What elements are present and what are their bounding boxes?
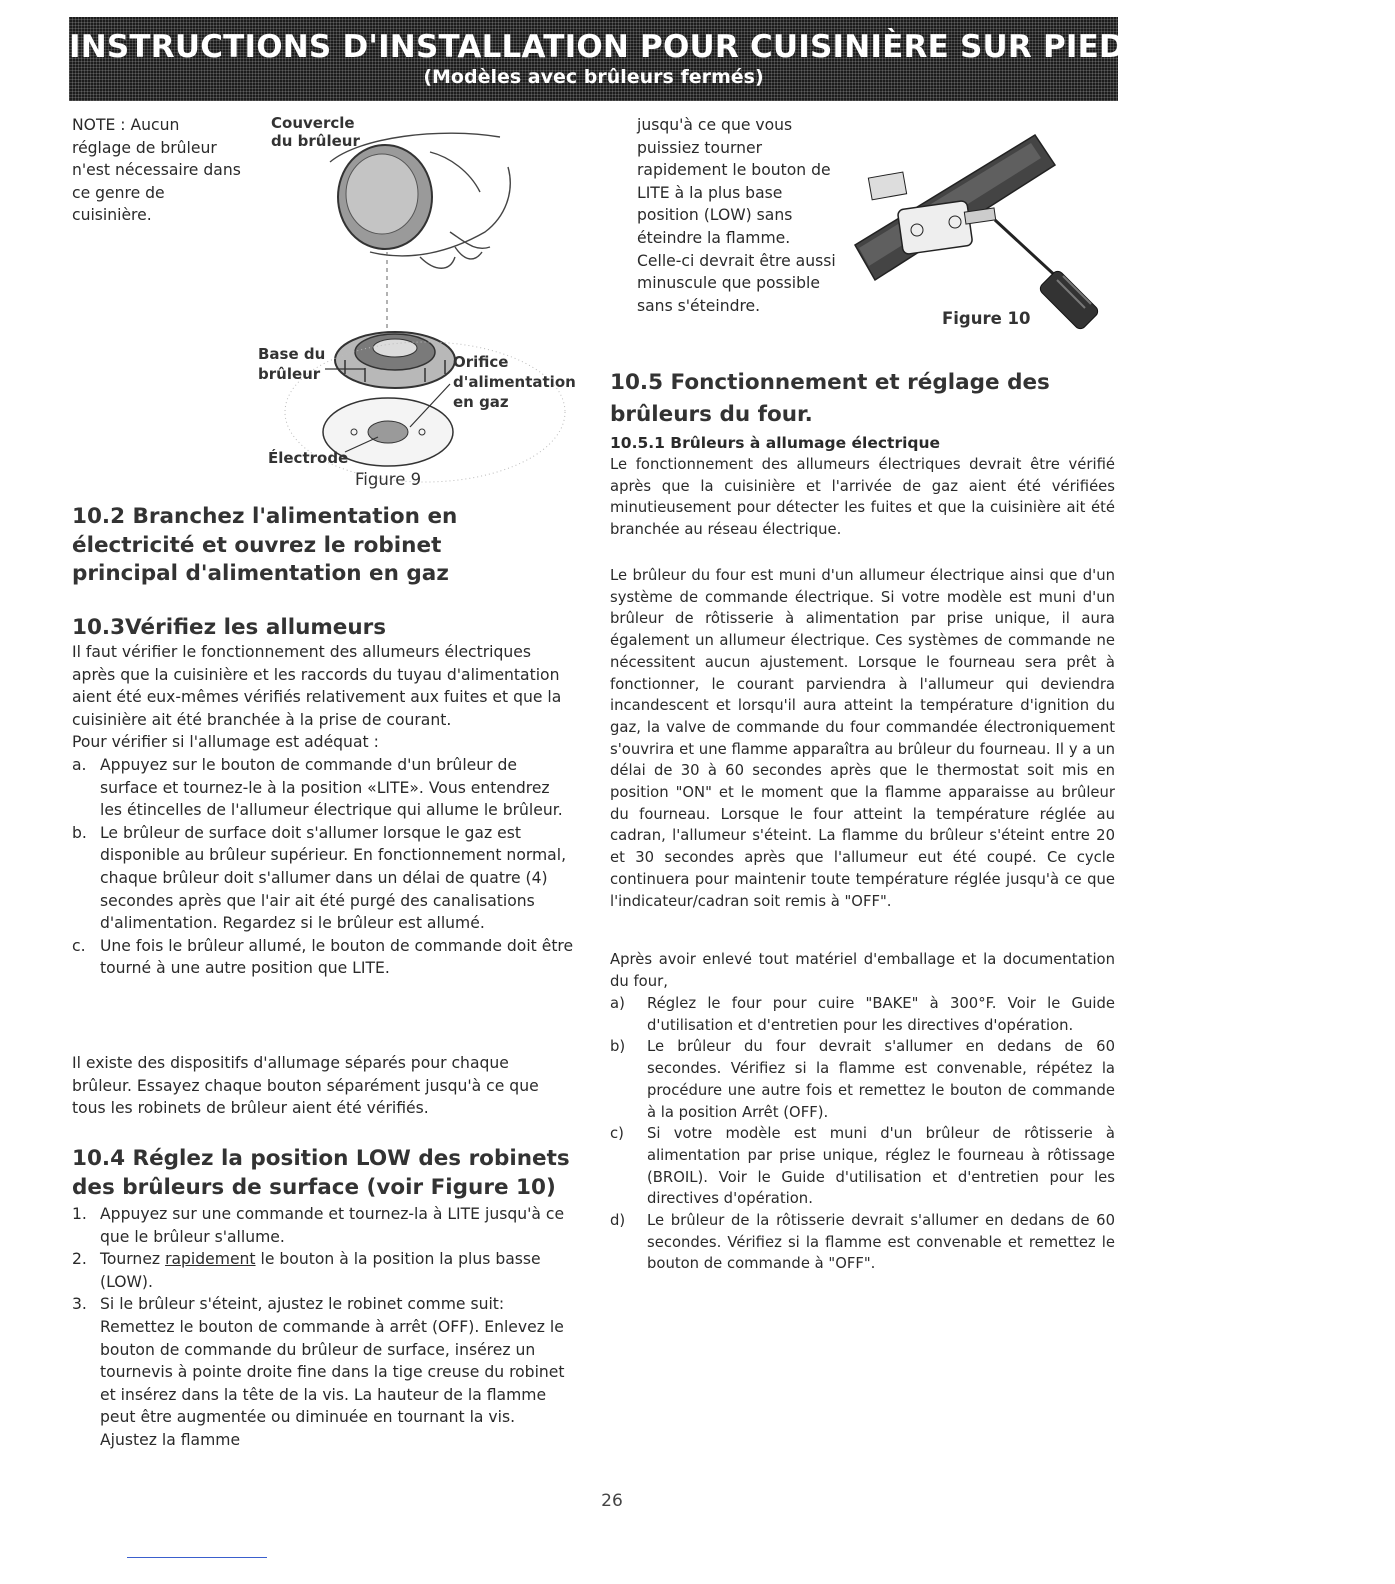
list-item — [72, 1203, 574, 1248]
list-marker: 3. — [72, 1295, 87, 1314]
list-item-text: Si votre modèle est muni d'un brûleur de rôtisserie à alimentation par prise unique, réglez le fourneau à rôtissage (BROIL). Voir le Guide d'utilisation et d'entretien pour les directives d'opération. — [647, 1125, 1115, 1208]
list-item-text-pre: Tournez — [100, 1250, 166, 1269]
list-marker: d) — [610, 1212, 626, 1230]
list-item-text: Appuyez sur le bouton de commande d'un brûleur de surface et tournez-le à la position «LITE». Vous entendrez les étincelles de l'allumeur électrique qui allume le brûleur. — [100, 756, 563, 820]
list-item — [610, 1123, 1115, 1210]
note-text: : Aucun réglage de brûleur n'est nécessaire dans ce genre de cuisinière. — [72, 116, 241, 225]
note-paragraph — [72, 114, 242, 227]
paragraph-10-3-check: Pour vérifier si l'allumage est adéquat : — [72, 733, 379, 751]
paragraph-10-5-1-intro: Le fonctionnement des allumeurs électriques devrait être vérifié après que la cuisinière et l'arrivée de gaz aient été vérifiées minutieusement pour détecter les fuites et que la cuisinière ait été branchée au réseau électrique. — [610, 456, 1115, 539]
list-marker: 2. — [72, 1250, 87, 1269]
list-marker: a) — [610, 995, 625, 1012]
list-item-text: Le brûleur du four devrait s'allumer en dedans de 60 secondes. Vérifiez si la flamme est convenable, répétez la procédure une autre fois et remettez le bouton de commande à la position Arrêt (OFF). — [647, 1038, 1115, 1121]
heading-10-3: 10.3Vérifiez les allumeurs — [72, 615, 387, 640]
list-marker: a. — [72, 756, 87, 774]
list-item-text: Si le brûleur s'éteint, ajustez le robinet comme suit: Remettez le bouton de commande à arrêt (OFF). Enlevez le bouton de commande du brûleur de surface, insérez un tournevis à pointe droite fine dans la tige creuse du robinet et insérez dans la tête de la vis. La hauteur de la flamme peut être augmentée ou diminuée en tournant la vis. Ajustez la flamme — [100, 1295, 565, 1449]
underlined-word: rapidement — [165, 1250, 256, 1269]
list-item-text: Appuyez sur une commande et tournez-la à LITE jusqu'à ce que le brûleur s'allume. — [100, 1205, 565, 1246]
heading-10-2: 10.2 Branchez l'alimentation en électricité et ouvrez le robinet principal d'alimentation en gaz — [72, 504, 458, 586]
list-item — [610, 993, 1115, 1036]
list-item-text: Une fois le brûleur allumé, le bouton de commande doit être tourné à une autre position que LITE. — [100, 936, 574, 978]
banner-title: INSTRUCTIONS D'INSTALLATION POUR CUISINIÈRE SUR PIEDS DE 30" À GAZ — [69, 29, 1395, 65]
list-marker: b. — [72, 823, 87, 842]
list-item-text: Le brûleur de surface doit s'allumer lorsque le gaz est disponible au brûleur supérieur. En fonctionnement normal, chaque brûleur doit s'allumer dans un délai de quatre (4) secondes après que l'air ait été purgé des canalisations d'alimentation. Regardez si le brûleur est allumé. — [100, 823, 567, 933]
list-item — [72, 822, 574, 935]
paragraph-10-3-separate: Il existe des dispositifs d'allumage séparés pour chaque brûleur. Essayez chaque bouton séparément jusqu'à ce que tous les robinets de brûleur aient été vérifiés. — [72, 1054, 539, 1118]
label-electrode: Électrode — [268, 449, 349, 467]
note-label: NOTE — [72, 116, 116, 134]
burner-base — [335, 332, 455, 388]
list-marker: c) — [610, 1125, 624, 1143]
heading-10-5-1: 10.5.1 Brûleurs à allumage électrique — [610, 434, 941, 452]
list-marker: c. — [72, 936, 86, 955]
label-gas-orifice: Orifice d'alimentation en gaz — [453, 353, 576, 411]
list-item — [610, 1210, 1115, 1275]
page-number: 26 — [601, 1491, 623, 1511]
footer-rule — [127, 1557, 267, 1558]
figure-10-caption: Figure 10 — [942, 309, 1031, 328]
label-burner-cap: Couvercle du brûleur — [271, 114, 360, 150]
list-item-text: Réglez le four pour cuire "BAKE" à 300°F. Voir le Guide d'utilisation et d'entretien pour les directives d'opération. — [647, 995, 1115, 1034]
paragraph-10-5-1-after: Après avoir enlevé tout matériel d'emballage et la documentation du four, — [610, 951, 1115, 990]
paragraph-10-3: Il faut vérifier le fonctionnement des allumeurs électriques après que la cuisinière et les raccords du tuyau d'alimentation aient été eux-mêmes vérifiés relativement aux fuites et que la cuisinière ait été branchée à la prise de courant. — [72, 643, 562, 729]
list-marker: 1. — [72, 1205, 87, 1223]
heading-10-5: 10.5 Fonctionnement et réglage des brûleurs du four. — [610, 370, 1050, 427]
list-10-3 — [72, 754, 574, 980]
list-item-text-post: le bouton à la position la plus basse (LOW). — [100, 1250, 541, 1291]
label-burner-base: Base du brûleur — [258, 345, 326, 383]
list-10-4 — [72, 1203, 574, 1452]
paragraph-10-4-continuation: jusqu'à ce que vous puissiez tourner rapidement le bouton de LITE à la plus base position (LOW) sans éteindre la flamme. Celle-ci devrait être aussi minuscule que possible sans s'éteindre. — [637, 116, 836, 315]
list-item-text: Le brûleur de la rôtisserie devrait s'allumer en dedans de 60 secondes. Vérifiez si la flamme est convenable et remettez le bouton de commande à "OFF". — [647, 1212, 1115, 1273]
paragraph-10-5-1-oven: Le brûleur du four est muni d'un allumeur électrique ainsi que d'un système de commande électrique. Si votre modèle est muni d'un brûleur de rôtisserie à alimentation par prise unique, il aura également un allumeur électrique. Ces systèmes de commande ne nécessitent aucun ajustement. Lorsque le fourneau sera prêt à fonctionner, le courant parviendra à l'allumeur qui deviendra incandescent et lorsqu'il aura atteint la température d'ignition du gaz, la valve de commande du four commandée électroniquement s'ouvrira et une flamme apparaîtra au brûleur du fourneau. Il y a un délai de 30 à 60 secondes après que le thermostat soit mis en position "ON" et le moment que la flamme apparaisse au brûleur du fourneau. Lorsque le four atteint la température réglée au cadran, l'allumeur s'éteint. La flamme du brûleur s'éteint entre 20 et 30 secondes après que l'allumeur eut été coupé. Ce cycle continuera pour maintenir toute température réglée jusqu'à ce que l'indicateur/cadran soit remis à "OFF". — [610, 567, 1115, 910]
figure-9-caption: Figure 9 — [355, 470, 422, 489]
heading-10-4: 10.4 Réglez la position LOW des robinets des brûleurs de surface (voir Figure 10) — [72, 1146, 570, 1200]
list-marker: b) — [610, 1038, 626, 1056]
list-item — [72, 1248, 574, 1293]
banner-subtitle: (Modèles avec brûleurs fermés) — [423, 66, 764, 88]
list-item — [72, 1293, 574, 1451]
list-item — [610, 1036, 1115, 1123]
burner-cap-inner — [346, 154, 418, 234]
list-10-5-1 — [610, 993, 1115, 1275]
list-item — [72, 935, 574, 980]
list-item — [72, 754, 574, 822]
page-banner — [69, 17, 1395, 101]
